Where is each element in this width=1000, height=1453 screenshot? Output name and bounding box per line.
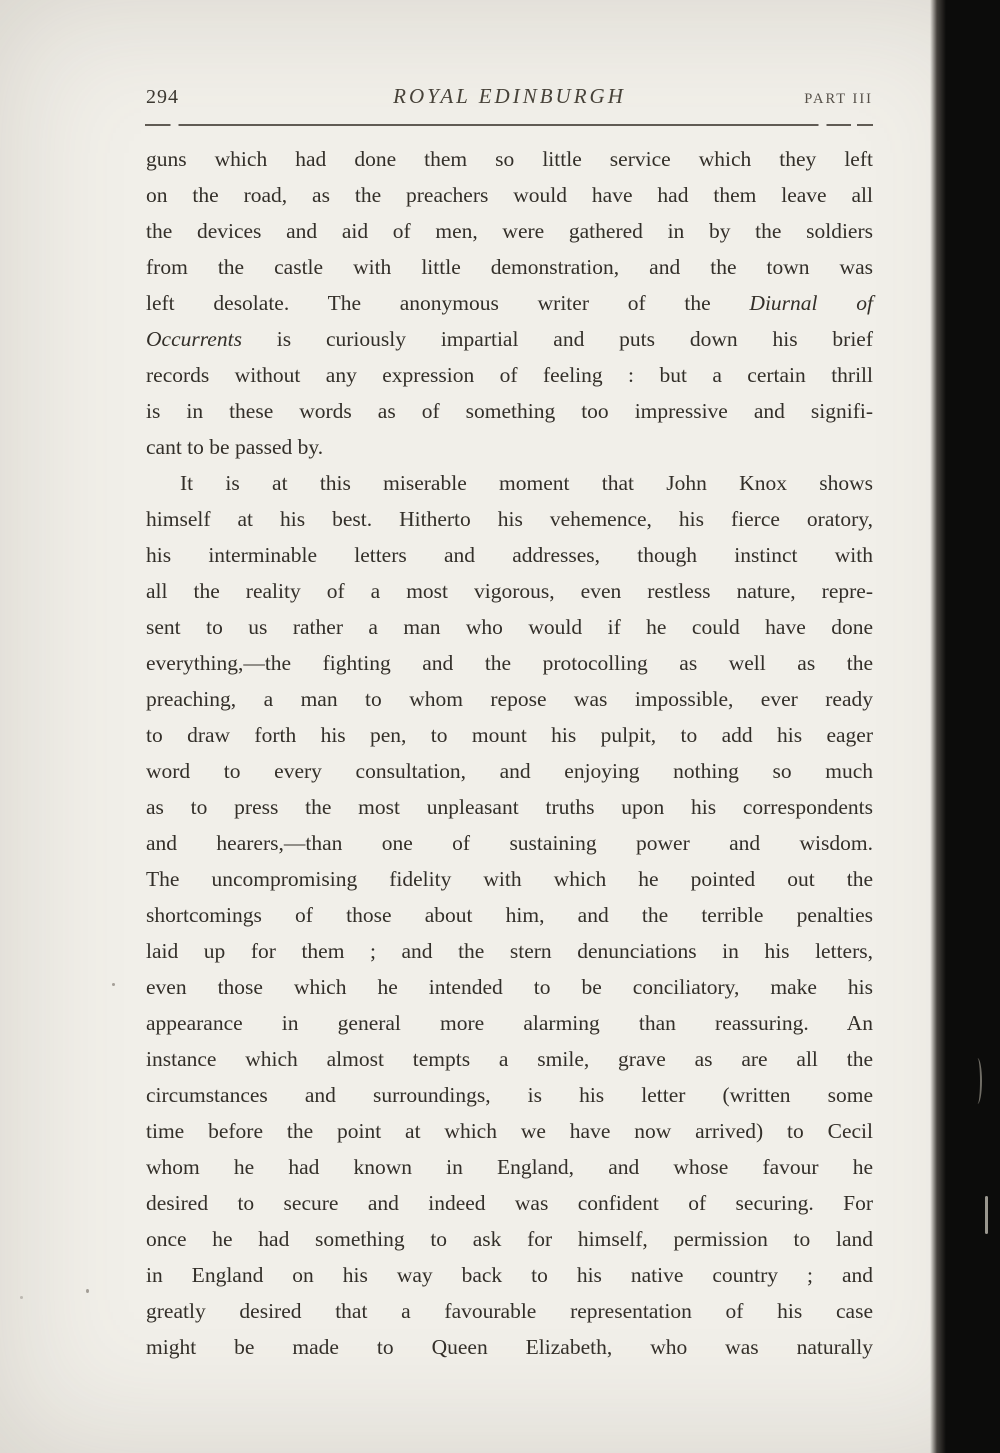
text-line (146, 825, 873, 861)
text-segment: the devices and aid of men, were gathered in by the soldiers (146, 219, 873, 243)
text-line (146, 1185, 873, 1221)
scan-speck (86, 1289, 89, 1293)
text-line (146, 537, 873, 573)
scan-edge-shadow (930, 0, 1000, 1453)
text-line (146, 717, 873, 753)
text-line (146, 285, 873, 321)
text-segment: whom he had known in England, and whose favour he (146, 1155, 873, 1179)
text-segment: greatly desired that a favourable representation of his case (146, 1299, 873, 1323)
text-line (146, 357, 873, 393)
text-segment: shortcomings of those about him, and the terrible penalties (146, 903, 873, 927)
running-title: ROYAL EDINBURGH (393, 84, 626, 108)
text-segment: circumstances and surroundings, is his letter (written some (146, 1083, 873, 1107)
part-label: PART III (804, 91, 873, 107)
text-segment: from the castle with little demonstration, and the town was (146, 255, 873, 279)
text-line (146, 1257, 873, 1293)
text-line (146, 897, 873, 933)
text-line (146, 789, 873, 825)
text-segment: preaching, a man to whom repose was impossible, ever ready (146, 687, 873, 711)
text-segment: laid up for them ; and the stern denunciations in his letters, (146, 939, 873, 963)
text-line (146, 1077, 873, 1113)
italic-text: Diurnal of (749, 291, 873, 315)
text-segment: instance which almost tempts a smile, grave as are all the (146, 1047, 873, 1071)
text-line (146, 1329, 873, 1365)
body-text (146, 141, 873, 1365)
text-segment: might be made to Queen Elizabeth, who was naturally (146, 1335, 873, 1359)
text-line (146, 177, 873, 213)
text-segment: all the reality of a most vigorous, even restless nature, repre- (146, 579, 873, 603)
text-segment: in England on his way back to his native country ; and (146, 1263, 873, 1287)
text-segment: to draw forth his pen, to mount his pulpit, to add his eager (146, 723, 873, 747)
text-segment: everything,—the fighting and the protocolling as well as the (146, 651, 873, 675)
text-line (146, 573, 873, 609)
text-line (146, 321, 873, 357)
scan-artifact-mark (973, 1058, 982, 1104)
text-line (146, 1113, 873, 1149)
text-segment: even those which he intended to be conciliatory, make his (146, 975, 873, 999)
text-line (146, 681, 873, 717)
scan-speck (20, 1296, 23, 1299)
text-segment: The uncompromising fidelity with which he pointed out the (146, 867, 873, 891)
text-segment: time before the point at which we have now arrived) to Cecil (146, 1119, 873, 1143)
text-segment: sent to us rather a man who would if he could have done (146, 615, 873, 639)
text-line (146, 501, 873, 537)
text-segment: records without any expression of feeling : but a certain thrill (146, 363, 873, 387)
text-line (146, 1005, 873, 1041)
text-segment: and hearers,—than one of sustaining power and wisdom. (146, 831, 873, 855)
text-segment: is in these words as of something too impressive and signifi- (146, 399, 873, 423)
header-rule (145, 124, 873, 126)
text-line (146, 249, 873, 285)
text-segment: once he had something to ask for himself, permission to land (146, 1227, 873, 1251)
text-line (146, 141, 873, 177)
text-line (146, 1221, 873, 1257)
text-segment: himself at his best. Hitherto his vehemence, his fierce oratory, (146, 507, 873, 531)
paragraph (146, 141, 873, 465)
text-line (146, 1293, 873, 1329)
text-segment: It is at this miserable moment that John Knox shows (180, 471, 873, 495)
text-segment: left desolate. The anonymous writer of the (146, 291, 750, 315)
text-line (146, 429, 873, 465)
text-line (146, 1041, 873, 1077)
text-segment: appearance in general more alarming than reassuring. An (146, 1011, 873, 1035)
text-line (146, 213, 873, 249)
text-segment: his interminable letters and addresses, though instinct with (146, 543, 873, 567)
scan-speck (112, 983, 115, 986)
page-header (146, 84, 873, 109)
scan-artifact-sliver (985, 1196, 988, 1234)
text-segment: word to every consultation, and enjoying nothing so much (146, 759, 873, 783)
text-line (146, 465, 873, 501)
text-line (146, 969, 873, 1005)
text-segment: cant to be passed by. (146, 435, 324, 459)
text-segment: on the road, as the preachers would have had them leave all (146, 183, 873, 207)
text-line (146, 645, 873, 681)
text-segment: is curiously impartial and puts down his brief (241, 327, 873, 351)
text-line (146, 753, 873, 789)
text-line (146, 393, 873, 429)
text-line (146, 933, 873, 969)
text-segment: as to press the most unpleasant truths upon his correspondents (146, 795, 873, 819)
text-line (146, 609, 873, 645)
italic-text: Occurrents (146, 327, 242, 351)
text-segment: desired to secure and indeed was confident of securing. For (146, 1191, 873, 1215)
text-line (146, 861, 873, 897)
paragraph (146, 465, 873, 1365)
text-line (146, 1149, 873, 1185)
text-segment: guns which had done them so little service which they left (146, 147, 873, 171)
page-number: 294 (146, 86, 179, 108)
